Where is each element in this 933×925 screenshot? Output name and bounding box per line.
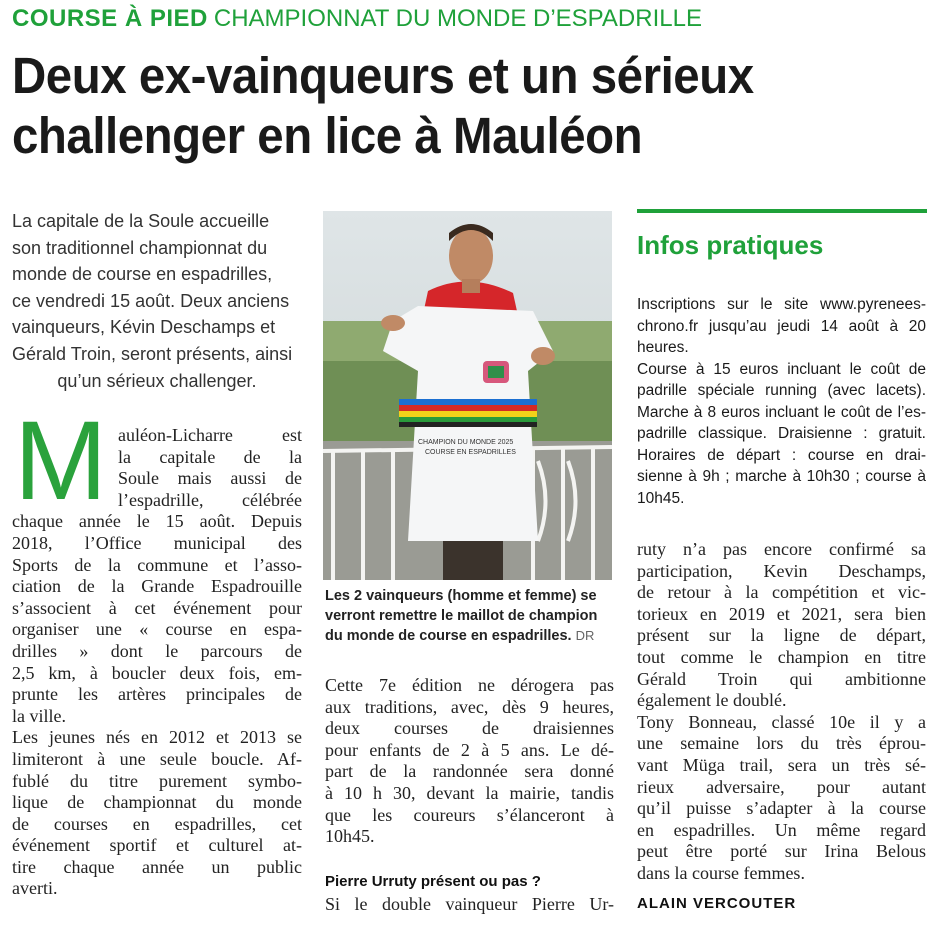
body-line: de courses en espadrilles, cet (12, 813, 302, 834)
body-line: auléon-Licharre est (118, 425, 302, 445)
body-line: qu’il puisse s’adapter à la course (637, 798, 926, 819)
body-line: drilles » dont le parcours de (12, 640, 302, 661)
body-line: tout comme le champion en titre (637, 646, 926, 667)
body-line: heures. (637, 339, 689, 356)
body-line: peut être porté sur Irina Belous (637, 841, 926, 862)
rubric: COURSE À PIED (12, 5, 208, 32)
body-line: la ville. (12, 705, 66, 726)
body-line: événement sportif et culturel at- (12, 835, 302, 856)
kicker-subtitle: CHAMPIONNAT DU MONDE D’ESPADRILLE (213, 5, 702, 32)
body-line: Course à 15 euros incluant le coût de (637, 360, 926, 378)
body-line: padrille classique. Draisienne : gratuit. (637, 425, 926, 442)
lead-line: vainqueurs, Kévin Deschamps et (12, 317, 276, 338)
photo (323, 211, 612, 580)
infobox-title: Infos pratiques (637, 230, 824, 260)
headline-line: challenger en lice à Mauléon (12, 107, 643, 164)
body-line: prunte les artères principales de (12, 684, 302, 705)
body-line: lique de championnat du monde (12, 792, 302, 813)
intertitle: Pierre Urruty présent ou pas ? (325, 873, 541, 890)
body-line: rieux adversaire, pour autant (637, 776, 926, 797)
lead-line: ce vendredi 15 août. Deux anciens (12, 290, 290, 311)
shirt-text: CHAMPION DU MONDE 2025 (418, 439, 514, 446)
article-column-1 (12, 398, 302, 900)
body-line: 10h45. (325, 826, 375, 847)
body-line: à 10 h 30, devant la mairie, tandis (325, 782, 614, 803)
body-line: part de la randonnée sera donné (325, 761, 614, 782)
body-line: organiser une « course en espa- (12, 619, 302, 640)
infobox-text (637, 294, 926, 509)
body-line: 10h45. (637, 489, 685, 507)
caption-text: Les 2 vainqueurs (homme et femme) se verront remettre le maillot de champion du monde de course en espadrilles. (325, 588, 598, 644)
lead-paragraph (12, 208, 302, 394)
drop-cap: M (14, 398, 108, 523)
body-line: chaque année le 15 août. Depuis (12, 511, 302, 532)
lead-line: La capitale de la Soule accueille (12, 211, 270, 231)
body-line: vant Müga trail, sera un très sé- (637, 754, 926, 775)
body-line: que les coureurs s’élanceront à (325, 804, 614, 825)
lead-line: monde de course en espadrilles, (12, 264, 273, 285)
kicker (12, 4, 702, 34)
body-line: Sports de la commune et l’asso- (12, 554, 302, 575)
body-line: également le doublé. (637, 690, 787, 711)
body-line: présent sur la ligne de départ, (637, 625, 926, 646)
body-line: torieux en 2019 et 2021, sera bien (637, 603, 926, 624)
body-line: aux traditions, avec, dès 9 heures, (325, 696, 614, 717)
body-line: de retour à la compétition et vic- (637, 582, 926, 603)
article-column-3 (637, 539, 926, 885)
body-line: chrono.fr jusqu’au jeudi 14 août à 20 (637, 317, 926, 335)
lead-line: son traditionnel championnat du (12, 237, 268, 258)
body-line: averti. (12, 878, 58, 899)
headline (12, 46, 863, 166)
body-line: Gérald Troin qui ambitionne (637, 668, 926, 689)
body-line: Les jeunes nés en 2012 et 2013 se (12, 727, 302, 748)
body-line: la capitale de la (118, 446, 302, 467)
body-line: Tony Bonneau, classé 10e il y a (637, 711, 926, 732)
headline-line: Deux ex-vainqueurs et un sérieux (12, 47, 754, 104)
body-line: padrille spéciale running (avec lacets). (637, 382, 926, 399)
lead-line: Gérald Troin, seront présents, ainsi (12, 343, 293, 364)
infobox-rule (637, 209, 927, 213)
lead-line: qu’un sérieux challenger. (57, 370, 257, 391)
body-line: une semaine lors du très éprou- (637, 733, 926, 754)
body-line: s’associent à cet événement pour (12, 597, 302, 618)
body-line: dans la course femmes. (637, 862, 805, 883)
body-line: 2018, l’Office municipal des (12, 532, 302, 553)
runner-photo (323, 211, 612, 580)
body-line: l’espadrille, célébrée (118, 489, 302, 510)
body-line: en espadrilles. Un même regard (637, 819, 926, 840)
body-line: 2,5 km, à boucler deux fois, em- (12, 662, 302, 683)
body-line: Inscriptions sur le site www.pyrenees- (637, 296, 926, 313)
body-line: participation, Kevin Deschamps, (637, 560, 926, 581)
body-line: Marche à 8 euros incluant le coût de l’es- (637, 403, 926, 421)
body-line: limiteront à une seule boucle. Af- (12, 748, 302, 769)
body-line: ruty n’a pas encore confirmé sa (637, 539, 926, 559)
body-line: Soule mais aussi de (118, 468, 302, 489)
photo-credit: DR (575, 628, 595, 643)
photo-caption (325, 586, 614, 646)
byline: ALAIN VERCOUTER (637, 895, 797, 912)
body-line: fublé du titre purement symbo- (12, 770, 302, 791)
article-column-2 (325, 675, 614, 848)
body-line: Horaires de départ : course en drai- (637, 446, 926, 464)
body-line: tire chaque année un public (12, 856, 302, 877)
body-line: Si le double vainqueur Pierre Ur- (325, 894, 614, 914)
body-line: ciation de la Grande Espadrouille (12, 576, 302, 597)
body-line: sienne à 9h ; marche à 10h30 ; course à (637, 468, 926, 485)
body-line: pour enfants de 2 à 5 ans. Le dé- (325, 739, 614, 760)
body-line: deux courses de draisiennes (325, 718, 614, 739)
shirt-text: COURSE EN ESPADRILLES (425, 449, 516, 456)
body-line: Cette 7e édition ne dérogera pas (325, 675, 614, 695)
